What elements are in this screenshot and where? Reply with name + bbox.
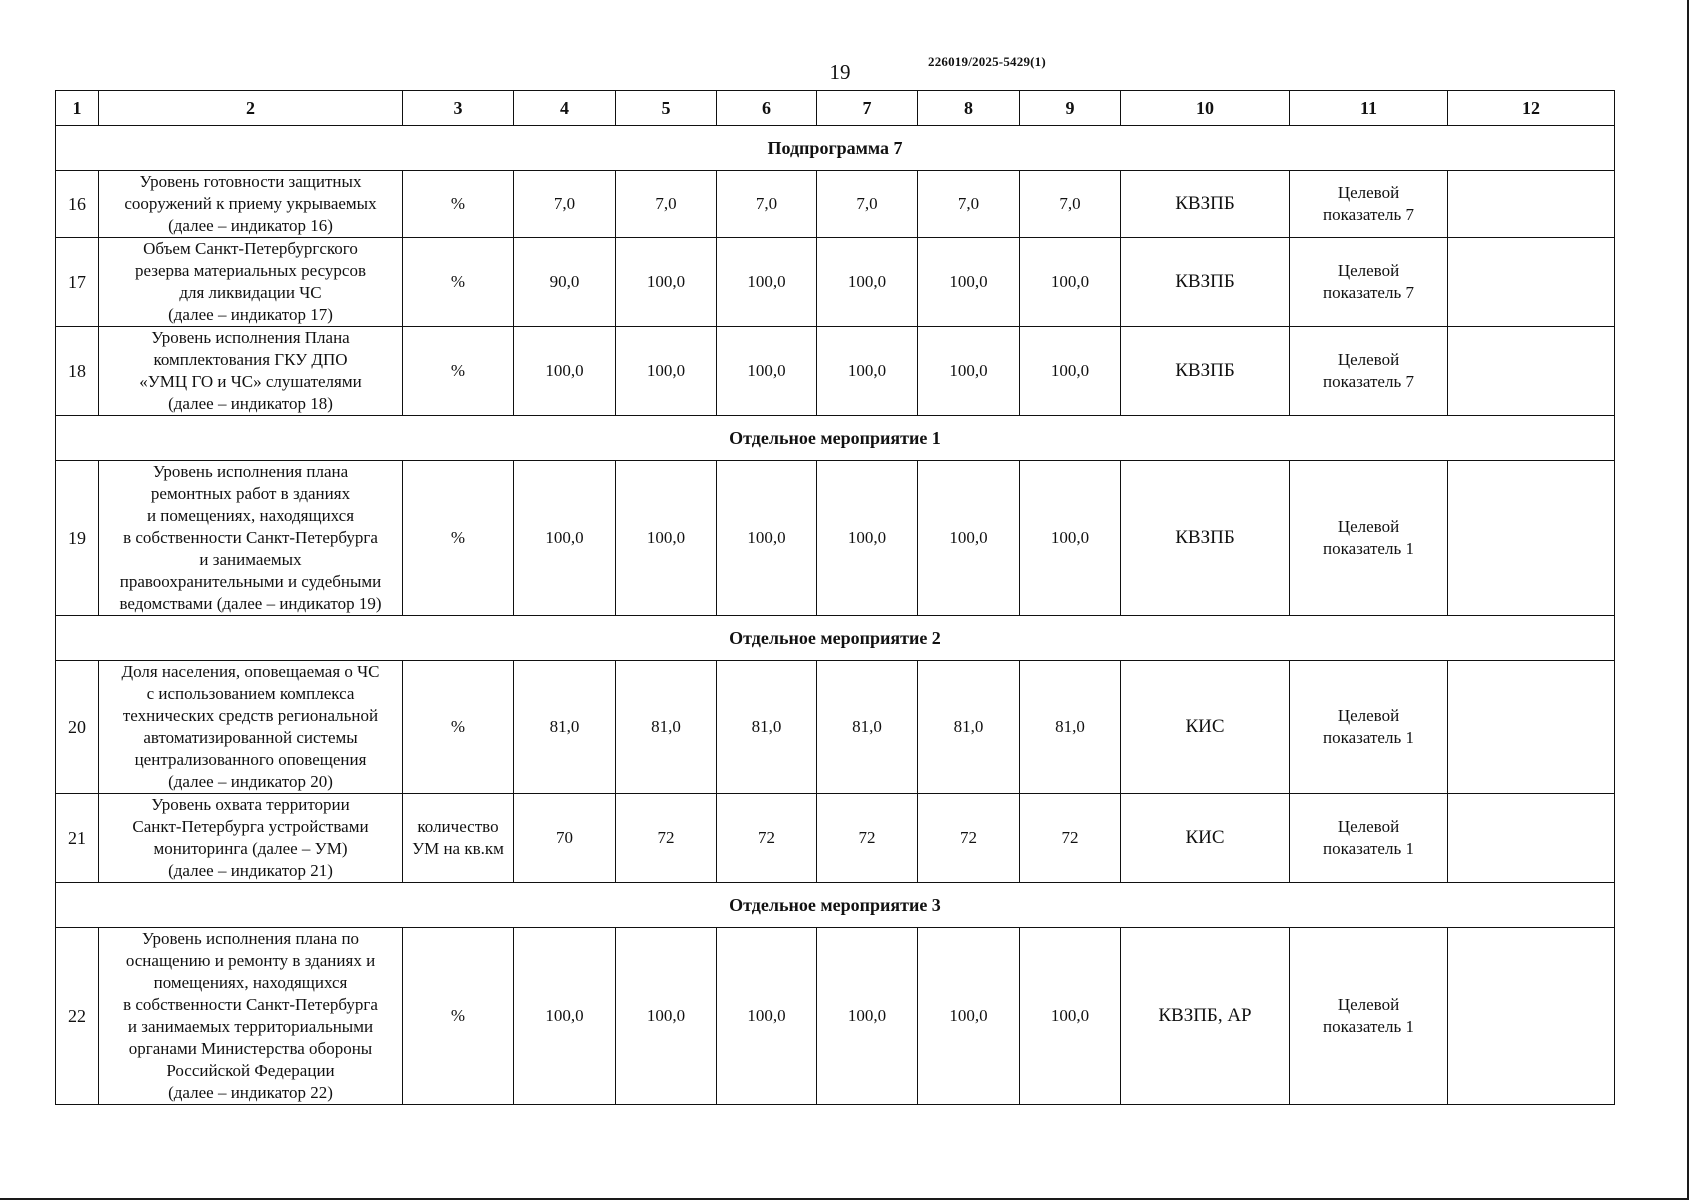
text-line: Уровень исполнения Плана	[151, 328, 350, 347]
text-line: (далее – индикатор 21)	[168, 861, 333, 880]
text-line: Целевой	[1337, 817, 1400, 836]
unit	[403, 794, 514, 883]
text-line: сооружений к приему укрываемых	[124, 194, 377, 213]
responsible: КИС	[1121, 661, 1290, 794]
text-line: показатель 7	[1323, 283, 1414, 302]
value-cell: 7,0	[918, 171, 1020, 238]
column-number: 1	[56, 91, 99, 126]
value-cell: 100,0	[1020, 461, 1121, 616]
section-title-row	[56, 883, 1615, 928]
text-line: показатель 7	[1323, 205, 1414, 224]
column-number: 7	[817, 91, 918, 126]
target-indicator	[1290, 327, 1448, 416]
column-number: 8	[918, 91, 1020, 126]
value-cell: 100,0	[717, 327, 817, 416]
page-number: 19	[829, 60, 851, 84]
text-line: (далее – индикатор 16)	[168, 216, 333, 235]
table-row	[56, 661, 1615, 794]
value-cell: 72	[918, 794, 1020, 883]
section-title: Подпрограмма 7	[56, 126, 1615, 171]
indicator-name	[99, 238, 403, 327]
text-line: показатель 1	[1323, 539, 1414, 558]
value-cell: 90,0	[514, 238, 616, 327]
value-cell: 100,0	[514, 327, 616, 416]
value-cell: 7,0	[817, 171, 918, 238]
responsible: КВЗПБ, АР	[1121, 928, 1290, 1105]
note	[1448, 238, 1615, 327]
text-line: ремонтных работ в зданиях	[150, 484, 351, 503]
target-indicator	[1290, 794, 1448, 883]
text-line: Уровень исполнения плана	[152, 462, 349, 481]
value-cell: 100,0	[1020, 238, 1121, 327]
text-line: комплектования ГКУ ДПО	[153, 350, 348, 369]
table-row	[56, 327, 1615, 416]
text-line: и помещениях, находящихся	[146, 506, 355, 525]
column-number-row	[56, 91, 1615, 126]
value-cell: 100,0	[717, 461, 817, 616]
column-number: 6	[717, 91, 817, 126]
value-cell: 100,0	[918, 327, 1020, 416]
unit: %	[403, 171, 514, 238]
text-line: технических средств региональной	[122, 706, 379, 725]
section-title-row	[56, 616, 1615, 661]
text-line: ведомствами (далее – индикатор 19)	[119, 594, 382, 613]
responsible: КВЗПБ	[1121, 238, 1290, 327]
text-line: Целевой	[1337, 350, 1400, 369]
responsible: КВЗПБ	[1121, 171, 1290, 238]
value-cell: 7,0	[717, 171, 817, 238]
value-cell: 72	[1020, 794, 1121, 883]
column-number: 9	[1020, 91, 1121, 126]
column-number: 3	[403, 91, 514, 126]
target-indicator	[1290, 171, 1448, 238]
target-indicator	[1290, 238, 1448, 327]
registration-number: 226019/2025-5429(1)	[928, 54, 1046, 69]
text-line: с использованием комплекса	[146, 684, 355, 703]
value-cell: 100,0	[514, 461, 616, 616]
indicator-name	[99, 327, 403, 416]
value-cell: 100,0	[817, 928, 918, 1105]
column-number: 2	[99, 91, 403, 126]
value-cell: 7,0	[616, 171, 717, 238]
value-cell: 81,0	[817, 661, 918, 794]
text-line: Объем Санкт-Петербургского	[143, 239, 358, 258]
target-indicator	[1290, 461, 1448, 616]
row-number: 16	[56, 171, 99, 238]
value-cell: 100,0	[918, 928, 1020, 1105]
value-cell: 7,0	[514, 171, 616, 238]
column-number: 12	[1448, 91, 1615, 126]
column-number: 5	[616, 91, 717, 126]
text-line: количество	[417, 817, 499, 836]
text-line: Целевой	[1337, 995, 1400, 1014]
value-cell: 100,0	[616, 327, 717, 416]
text-line: УМ на кв.км	[412, 839, 504, 858]
text-line: показатель 1	[1323, 728, 1414, 747]
unit: %	[403, 461, 514, 616]
value-cell: 81,0	[514, 661, 616, 794]
text-line: для ликвидации ЧС	[179, 283, 322, 302]
text-line: оснащению и ремонту в зданиях и	[125, 951, 376, 970]
indicator-name	[99, 661, 403, 794]
column-number: 10	[1121, 91, 1290, 126]
value-cell: 100,0	[616, 928, 717, 1105]
row-number: 19	[56, 461, 99, 616]
text-line: мониторинга (далее – УМ)	[153, 839, 348, 858]
text-line: показатель 7	[1323, 372, 1414, 391]
value-cell: 100,0	[817, 461, 918, 616]
section-title: Отдельное мероприятие 2	[56, 616, 1615, 661]
text-line: и занимаемых территориальными	[127, 1017, 374, 1036]
row-number: 22	[56, 928, 99, 1105]
row-number: 17	[56, 238, 99, 327]
value-cell: 100,0	[616, 238, 717, 327]
text-line: Уровень готовности защитных	[139, 172, 362, 191]
value-cell: 81,0	[717, 661, 817, 794]
text-line: Российской Федерации	[166, 1061, 335, 1080]
value-cell: 100,0	[717, 928, 817, 1105]
text-line: Целевой	[1337, 261, 1400, 280]
unit: %	[403, 928, 514, 1105]
text-line: централизованного оповещения	[134, 750, 367, 769]
row-number: 21	[56, 794, 99, 883]
indicator-name	[99, 794, 403, 883]
row-number: 20	[56, 661, 99, 794]
unit: %	[403, 238, 514, 327]
indicators-table	[55, 90, 1615, 1105]
row-number: 18	[56, 327, 99, 416]
text-line: резерва материальных ресурсов	[135, 261, 366, 280]
target-indicator	[1290, 661, 1448, 794]
table-row	[56, 171, 1615, 238]
text-line: (далее – индикатор 22)	[168, 1083, 333, 1102]
text-line: «УМЦ ГО и ЧС» слушателями	[139, 372, 362, 391]
value-cell: 72	[817, 794, 918, 883]
text-line: и занимаемых	[199, 550, 302, 569]
note	[1448, 461, 1615, 616]
text-line: (далее – индикатор 18)	[168, 394, 333, 413]
note	[1448, 661, 1615, 794]
unit: %	[403, 327, 514, 416]
note	[1448, 794, 1615, 883]
text-line: в собственности Санкт-Петербурга	[123, 995, 378, 1014]
text-line: показатель 1	[1323, 839, 1414, 858]
note	[1448, 928, 1615, 1105]
value-cell: 100,0	[514, 928, 616, 1105]
text-line: органами Министерства обороны	[128, 1039, 373, 1058]
column-number: 11	[1290, 91, 1448, 126]
responsible: КИС	[1121, 794, 1290, 883]
unit: %	[403, 661, 514, 794]
value-cell: 100,0	[717, 238, 817, 327]
value-cell: 100,0	[817, 238, 918, 327]
note	[1448, 327, 1615, 416]
table-row	[56, 238, 1615, 327]
table-row	[56, 461, 1615, 616]
value-cell: 100,0	[817, 327, 918, 416]
responsible: КВЗПБ	[1121, 327, 1290, 416]
note	[1448, 171, 1615, 238]
target-indicator	[1290, 928, 1448, 1105]
value-cell: 70	[514, 794, 616, 883]
text-line: показатель 1	[1323, 1017, 1414, 1036]
value-cell: 72	[616, 794, 717, 883]
value-cell: 81,0	[918, 661, 1020, 794]
indicator-name	[99, 171, 403, 238]
indicator-name	[99, 928, 403, 1105]
section-title-row	[56, 126, 1615, 171]
value-cell: 7,0	[1020, 171, 1121, 238]
table-row	[56, 794, 1615, 883]
section-title: Отдельное мероприятие 1	[56, 416, 1615, 461]
value-cell: 100,0	[616, 461, 717, 616]
text-line: Доля населения, оповещаемая о ЧС	[121, 662, 380, 681]
text-line: автоматизированной системы	[143, 728, 358, 747]
responsible: КВЗПБ	[1121, 461, 1290, 616]
text-line: Уровень исполнения плана по	[141, 929, 360, 948]
indicator-name	[99, 461, 403, 616]
section-title: Отдельное мероприятие 3	[56, 883, 1615, 928]
table-row	[56, 928, 1615, 1105]
text-line: правоохранительными и судебными	[119, 572, 382, 591]
text-line: (далее – индикатор 17)	[168, 305, 333, 324]
text-line: Целевой	[1337, 706, 1400, 725]
text-line: Целевой	[1337, 183, 1400, 202]
value-cell: 81,0	[1020, 661, 1121, 794]
value-cell: 100,0	[1020, 327, 1121, 416]
text-line: (далее – индикатор 20)	[168, 772, 333, 791]
value-cell: 100,0	[1020, 928, 1121, 1105]
text-line: в собственности Санкт-Петербурга	[123, 528, 378, 547]
section-title-row	[56, 416, 1615, 461]
text-line: Санкт-Петербурга устройствами	[132, 817, 369, 836]
value-cell: 100,0	[918, 461, 1020, 616]
text-line: Уровень охвата территории	[151, 795, 350, 814]
column-number: 4	[514, 91, 616, 126]
text-line: помещениях, находящихся	[153, 973, 348, 992]
table-body	[56, 91, 1615, 1105]
value-cell: 72	[717, 794, 817, 883]
text-line: Целевой	[1337, 517, 1400, 536]
value-cell: 100,0	[918, 238, 1020, 327]
value-cell: 81,0	[616, 661, 717, 794]
